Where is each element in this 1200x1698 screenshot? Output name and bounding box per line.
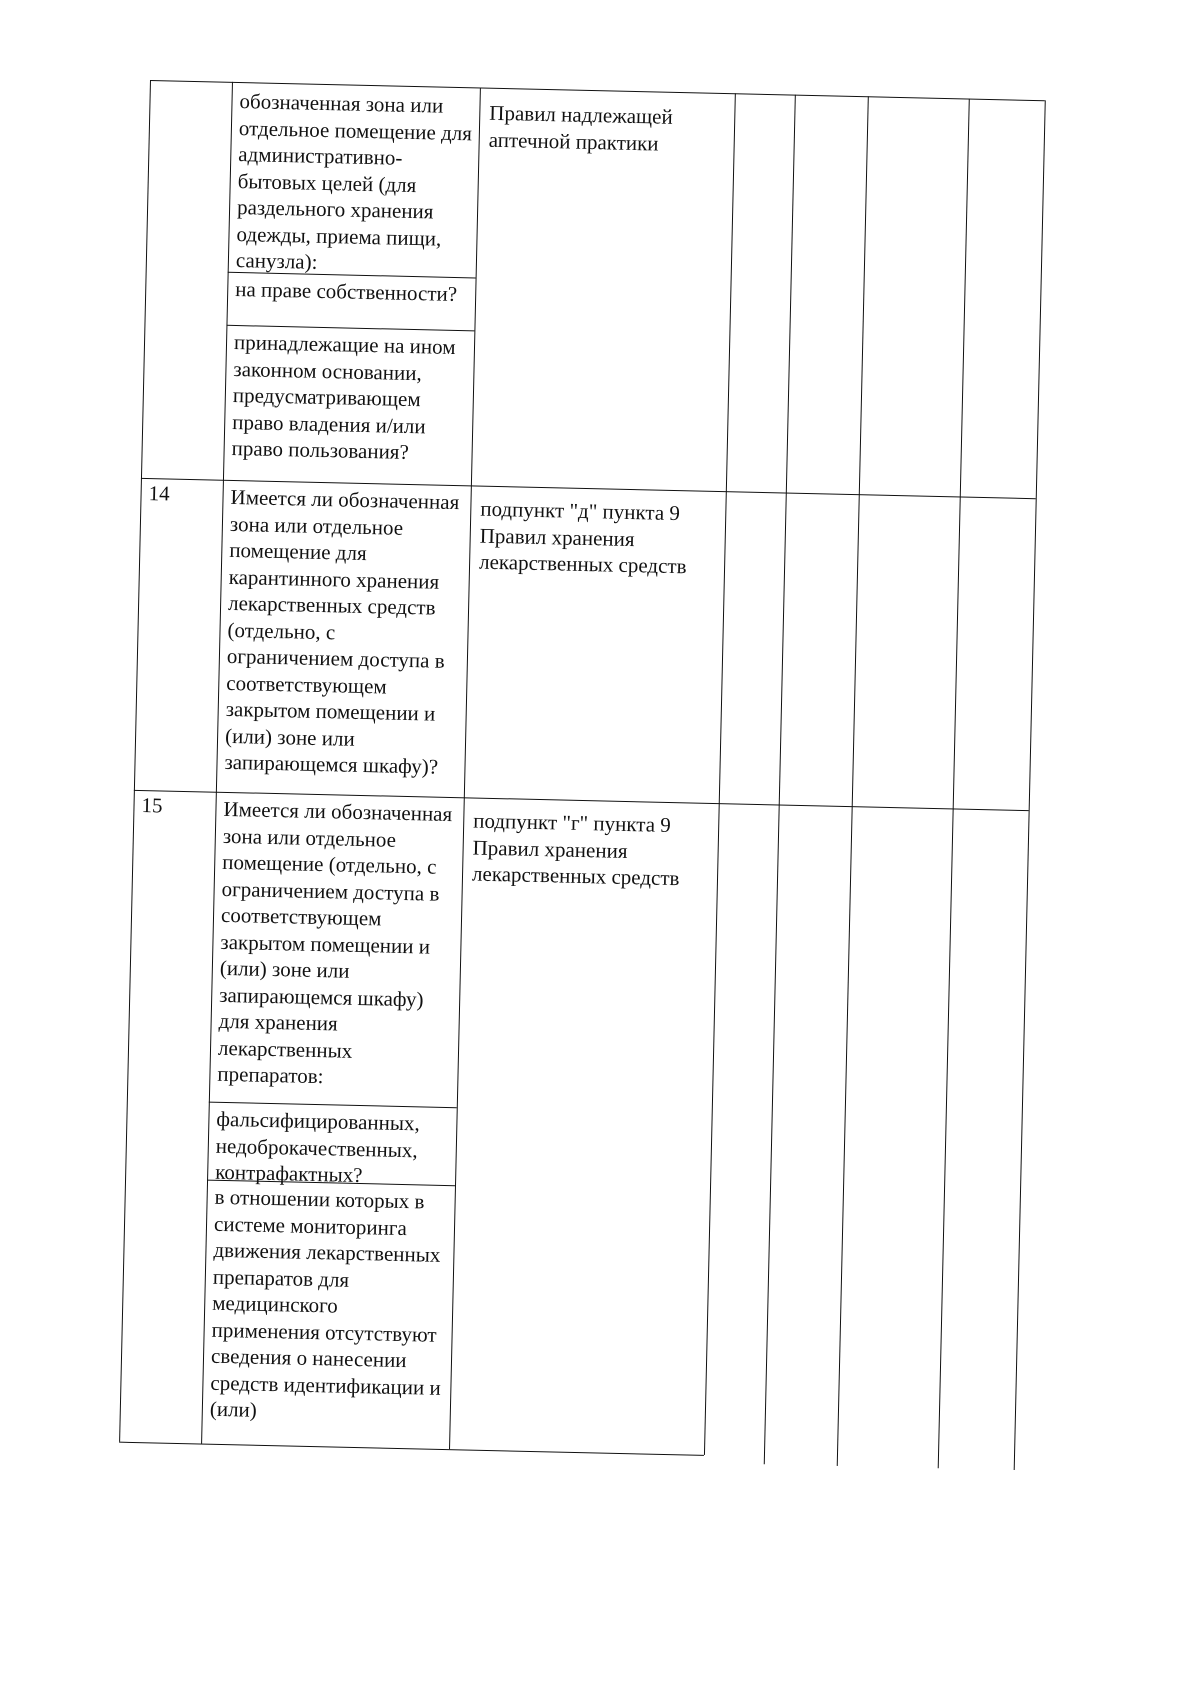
reference-text: подпункт "д" пункта 9 Правил хранения лекарственных средств bbox=[478, 496, 687, 579]
reference-text: подпункт "г" пункта 9 Правил хранения лекарственных средств bbox=[471, 808, 680, 891]
row-number: 14 bbox=[148, 481, 170, 506]
question-text: Имеется ли обозначенная зона или отдельное помещение для карантинного хранения лекарственных средств (отдельно, с ограничением доступа в соответствующем закрытом помещении и (или) зоне или запирающемся шкафу)? bbox=[224, 484, 460, 779]
column-divider bbox=[938, 99, 970, 1469]
question-text: обозначенная зона или отдельное помещение для административно-бытовых целей (для раздельного хранения одежды, приема пищи, санузла): bbox=[235, 89, 473, 274]
column-divider bbox=[704, 93, 736, 1455]
table-border bbox=[119, 80, 151, 1442]
reference-text: Правил надлежащей аптечной практики bbox=[488, 100, 674, 156]
row-number: 15 bbox=[141, 792, 163, 818]
table-border bbox=[1014, 100, 1046, 1470]
subitem-text: в отношении которых в системе мониторинга движения лекарственных препаратов для медицинского применения отсутствуют сведения о нанесении средств идентификации и (или) bbox=[209, 1184, 442, 1422]
row-divider bbox=[119, 1442, 704, 1456]
checklist-table bbox=[119, 80, 1045, 1470]
subitem-text: фальсифицированных, недоброкачественных, контрафактных? bbox=[214, 1106, 421, 1188]
column-divider bbox=[764, 95, 796, 1465]
column-divider bbox=[837, 96, 869, 1466]
subitem-text: на праве собственности? bbox=[235, 276, 458, 307]
question-text: Имеется ли обозначенная зона или отдельное помещение (отдельно, с ограничением доступа в соответствующем закрытом помещении и (или) зоне или запирающемся шкафу) для хранения лекарственных препаратов: bbox=[217, 796, 453, 1089]
subitem-text: принадлежащие на ином законном основании, предусматривающем право владения и/или право пользования? bbox=[231, 329, 456, 464]
